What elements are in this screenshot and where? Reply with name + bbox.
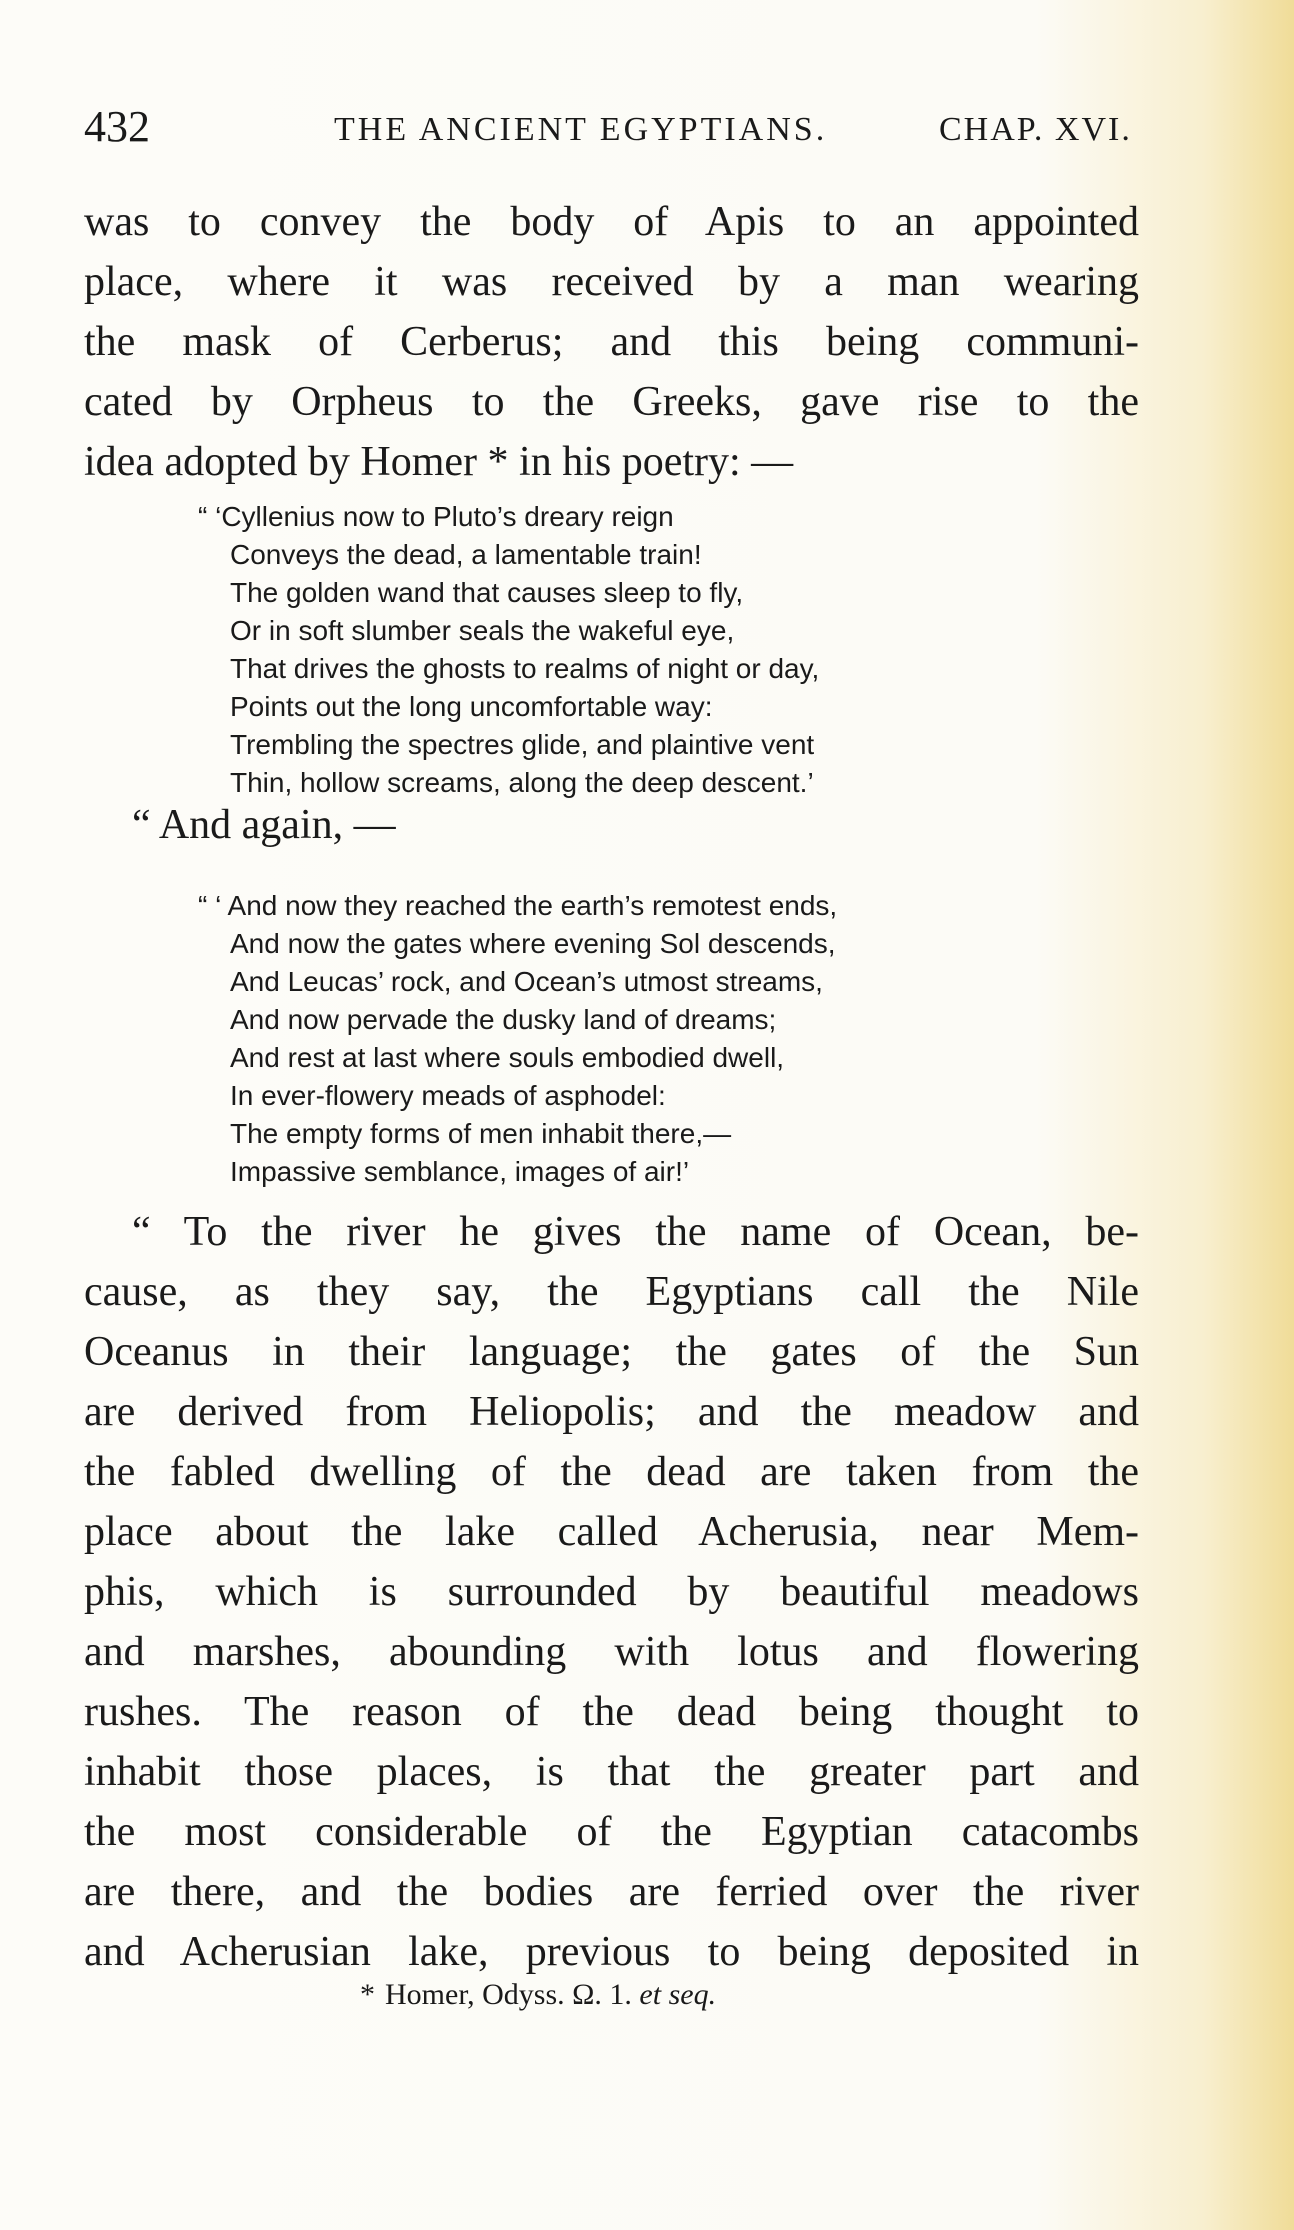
footnote-italic: et seq. [639,1978,717,2011]
text-line: place, where it was received by a man wearing [84,259,1139,305]
text-line: are derived from Heliopolis; and the meadow and [84,1389,1139,1435]
text-line: and marshes, abounding with lotus and flowering [84,1629,1139,1675]
text-line: idea adopted by Homer * in his poetry: — [84,439,794,485]
verse-quotation-2 [198,887,1050,1191]
verse-line: “ ‘Cyllenius now to Pluto’s dreary reign [198,501,674,532]
text-line: cause, as they say, the Egyptians call the Nile [84,1269,1139,1315]
page-number: 432 [84,102,150,151]
text-line: phis, which is surrounded by beautiful meadows [84,1569,1139,1615]
text-line: are there, and the bodies are ferried over the river [84,1869,1139,1915]
text-line: was to convey the body of Apis to an appointed [84,199,1139,245]
text-line: “ To the river he gives the name of Ocean, be- [132,1209,1139,1255]
verse-line: And rest at last where souls embodied dwell, [230,1042,785,1073]
verse-line: Or in soft slumber seals the wakeful eye, [230,615,735,646]
text-line: place about the lake called Acherusia, near Mem- [84,1509,1139,1555]
chapter-label: CHAP. XVI. [939,111,1132,148]
paragraph-1 [84,192,1139,492]
text-line: the fabled dwelling of the dead are taken from the [84,1449,1139,1495]
footnote [360,1975,716,2015]
verse-line: The empty forms of men inhabit there,— [230,1118,732,1149]
verse-line: The golden wand that causes sleep to fly, [230,577,744,608]
verse-line: And Leucas’ rock, and Ocean’s utmost streams, [230,966,823,997]
verse-quotation-1 [198,498,1050,802]
verse-line: Impassive semblance, images of air!’ [230,1156,690,1187]
paragraph-2 [84,1202,1139,1982]
verse-line: “ ‘ And now they reached the earth’s remotest ends, [198,890,838,921]
verse-line: In ever-flowery meads of asphodel: [230,1080,666,1111]
text-line: rushes. The reason of the dead being thought to [84,1689,1139,1735]
verse-line: Points out the long uncomfortable way: [230,691,713,722]
page-header [84,102,1164,152]
running-title: THE ANCIENT EGYPTIANS. [334,111,828,148]
text-line: inhabit those places, is that the greater part and [84,1749,1139,1795]
text-line: and Acherusian lake, previous to being deposited in [84,1929,1139,1975]
text-line: the mask of Cerberus; and this being communi- [84,319,1139,365]
and-again-line: “ And again, — [132,802,396,848]
verse-line: Conveys the dead, a lamentable train! [230,539,702,570]
verse-line: And now pervade the dusky land of dreams; [230,1004,777,1035]
text-line: cated by Orpheus to the Greeks, gave rise to the [84,379,1139,425]
footnote-marker: * [360,1978,375,2011]
verse-line: And now the gates where evening Sol descends, [230,928,836,959]
verse-line: Trembling the spectres glide, and plaintive vent [230,729,815,760]
verse-line: That drives the ghosts to realms of night or day, [230,653,820,684]
text-line: Oceanus in their language; the gates of the Sun [84,1329,1139,1375]
footnote-text: Homer, Odyss. Ω. 1. [385,1978,632,2011]
text-line: the most considerable of the Egyptian catacombs [84,1809,1139,1855]
verse-line: Thin, hollow screams, along the deep descent.’ [230,767,814,798]
